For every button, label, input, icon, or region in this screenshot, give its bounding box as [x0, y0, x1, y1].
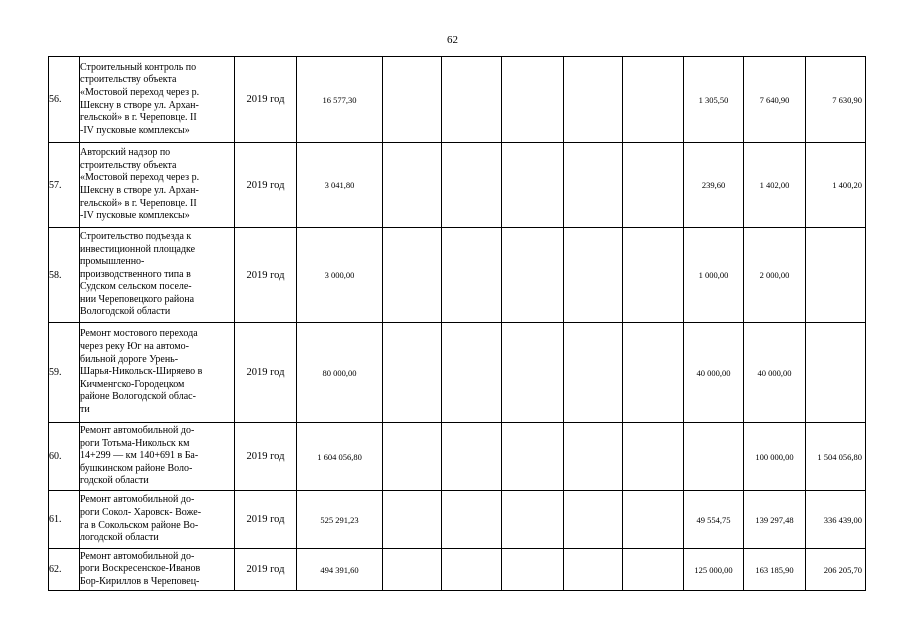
table-row [49, 549, 866, 591]
year-cell: 2019 год [235, 423, 297, 491]
object-name-line: производственного типа в [80, 268, 191, 280]
row-number-cell: 60. [49, 423, 80, 491]
row-number-cell: 61. [49, 491, 80, 549]
amount-cell-2: 100 000,00 [744, 423, 806, 491]
empty-amount-cell [442, 143, 502, 228]
object-name-line: годской области [80, 475, 149, 487]
empty-amount-cell [564, 143, 623, 228]
budget-table [48, 56, 866, 591]
empty-amount-cell [442, 228, 502, 323]
amount-cell-2: 40 000,00 [744, 323, 806, 423]
object-name-line: промышленно- [80, 256, 145, 268]
object-name-line: Кичменгско-Городецком [80, 378, 185, 390]
empty-amount-cell [502, 143, 564, 228]
empty-amount-cell [623, 323, 684, 423]
amount-cell-1: 49 554,75 [684, 491, 744, 549]
amount-cell-2: 7 640,90 [744, 57, 806, 143]
empty-amount-cell [383, 549, 442, 591]
object-name-line: Ремонт автомобильной до- [80, 425, 195, 437]
year-cell: 2019 год [235, 143, 297, 228]
empty-amount-cell [383, 143, 442, 228]
object-name-line: Вологодской области [80, 306, 171, 318]
empty-amount-cell [383, 228, 442, 323]
empty-amount-cell [383, 323, 442, 423]
empty-amount-cell [442, 57, 502, 143]
empty-amount-cell [383, 491, 442, 549]
amount-cell-3: 1 504 056,80 [806, 423, 866, 491]
total-amount-cell: 525 291,23 [297, 491, 383, 549]
object-name-line: Бор-Кириллов в Череповец- [80, 575, 200, 587]
object-name-line: Авторский надзор по [80, 147, 171, 159]
object-name-line: районе Вологодской облас- [80, 391, 196, 403]
row-number-cell: 56. [49, 57, 80, 143]
object-name-cell [80, 323, 235, 423]
object-name-line: Шарья-Никольск-Ширяево в [80, 366, 203, 378]
object-name-line: роги Сокол- Харовск- Воже- [80, 506, 202, 518]
empty-amount-cell [564, 323, 623, 423]
total-amount-cell: 494 391,60 [297, 549, 383, 591]
object-name-line: логодской области [80, 532, 159, 544]
empty-amount-cell [502, 228, 564, 323]
object-name-line: через реку Юг на автомо- [80, 341, 189, 353]
empty-amount-cell [564, 57, 623, 143]
table-row [49, 423, 866, 491]
object-name-cell [80, 228, 235, 323]
table-row [49, 491, 866, 549]
object-name-line: га в Сокольском районе Во- [80, 519, 199, 531]
amount-cell-2: 139 297,48 [744, 491, 806, 549]
row-number-cell: 59. [49, 323, 80, 423]
year-cell: 2019 год [235, 491, 297, 549]
object-name-cell [80, 57, 235, 143]
amount-cell-2: 1 402,00 [744, 143, 806, 228]
empty-amount-cell [623, 143, 684, 228]
empty-amount-cell [502, 549, 564, 591]
object-name-line: Судском сельском поселе- [80, 281, 192, 293]
amount-cell-1: 1 000,00 [684, 228, 744, 323]
empty-amount-cell [502, 323, 564, 423]
amount-cell-1: 125 000,00 [684, 549, 744, 591]
object-name-line: Ремонт мостового перехода [80, 328, 198, 340]
amount-cell-3 [806, 323, 866, 423]
table-row [49, 228, 866, 323]
amount-cell-2: 2 000,00 [744, 228, 806, 323]
amount-cell-2: 163 185,90 [744, 549, 806, 591]
object-name-line: -IV пусковые комплексы» [80, 124, 190, 136]
object-name-line: Строительный контроль по [80, 61, 197, 73]
object-name-line: «Мостовой переход через р. [80, 86, 200, 98]
object-name-line: ти [80, 403, 90, 415]
page-number: 62 [447, 34, 458, 46]
object-name-line: бильной дороге Урень- [80, 353, 179, 365]
object-name-cell [80, 491, 235, 549]
total-amount-cell: 80 000,00 [297, 323, 383, 423]
empty-amount-cell [502, 57, 564, 143]
table-row [49, 57, 866, 143]
object-name-line: бушкинском районе Воло- [80, 462, 193, 474]
object-name-line: строительству объекта [80, 159, 177, 171]
row-number-cell: 58. [49, 228, 80, 323]
row-number-cell: 57. [49, 143, 80, 228]
object-name-line: инвестиционной площадке [80, 243, 196, 255]
object-name-line: строительству объекта [80, 74, 177, 86]
object-name-line: -IV пусковые комплексы» [80, 210, 190, 222]
row-number-cell: 62. [49, 549, 80, 591]
amount-cell-1: 239,60 [684, 143, 744, 228]
object-name-cell [80, 423, 235, 491]
total-amount-cell: 3 041,80 [297, 143, 383, 228]
table-row [49, 323, 866, 423]
empty-amount-cell [623, 57, 684, 143]
object-name-line: 14+299 — км 140+691 в Ба- [80, 450, 199, 462]
year-cell: 2019 год [235, 549, 297, 591]
year-cell: 2019 год [235, 228, 297, 323]
amount-cell-1: 1 305,50 [684, 57, 744, 143]
object-name-line: Ремонт автомобильной до- [80, 550, 195, 562]
empty-amount-cell [502, 423, 564, 491]
year-cell: 2019 год [235, 57, 297, 143]
empty-amount-cell [383, 423, 442, 491]
object-name-line: Шексну в створе ул. Архан- [80, 99, 199, 111]
amount-cell-3: 206 205,70 [806, 549, 866, 591]
empty-amount-cell [502, 491, 564, 549]
object-name-line: нии Череповецкого района [80, 293, 195, 305]
empty-amount-cell [442, 423, 502, 491]
amount-cell-1 [684, 423, 744, 491]
empty-amount-cell [564, 228, 623, 323]
empty-amount-cell [623, 491, 684, 549]
object-name-line: гельской» в г. Череповце. II [80, 112, 197, 124]
object-name-line: Шексну в створе ул. Архан- [80, 185, 199, 196]
total-amount-cell: 1 604 056,80 [297, 423, 383, 491]
object-name-line: «Мостовой переход через р. [80, 172, 200, 184]
object-name-line: роги Воскресенское-Иванов [80, 563, 201, 575]
empty-amount-cell [442, 491, 502, 549]
amount-cell-3: 1 400,20 [806, 143, 866, 228]
budget-table-body [49, 57, 866, 591]
empty-amount-cell [442, 323, 502, 423]
total-amount-cell: 3 000,00 [297, 228, 383, 323]
object-name-line: гельской» в г. Череповце. II [80, 197, 197, 209]
empty-amount-cell [442, 549, 502, 591]
table-row [49, 143, 866, 228]
object-name-cell [80, 143, 235, 228]
total-amount-cell: 16 577,30 [297, 57, 383, 143]
object-name-line: роги Тотьма-Никольск км [80, 437, 190, 449]
amount-cell-3: 7 630,90 [806, 57, 866, 143]
year-cell: 2019 год [235, 323, 297, 423]
object-name-cell [80, 549, 235, 591]
empty-amount-cell [623, 549, 684, 591]
empty-amount-cell [623, 228, 684, 323]
object-name-line: Ремонт автомобильной до- [80, 494, 195, 506]
empty-amount-cell [564, 423, 623, 491]
amount-cell-1: 40 000,00 [684, 323, 744, 423]
empty-amount-cell [564, 491, 623, 549]
empty-amount-cell [383, 57, 442, 143]
empty-amount-cell [564, 549, 623, 591]
amount-cell-3: 336 439,00 [806, 491, 866, 549]
amount-cell-3 [806, 228, 866, 323]
object-name-line: Строительство подъезда к [80, 230, 192, 242]
empty-amount-cell [623, 423, 684, 491]
